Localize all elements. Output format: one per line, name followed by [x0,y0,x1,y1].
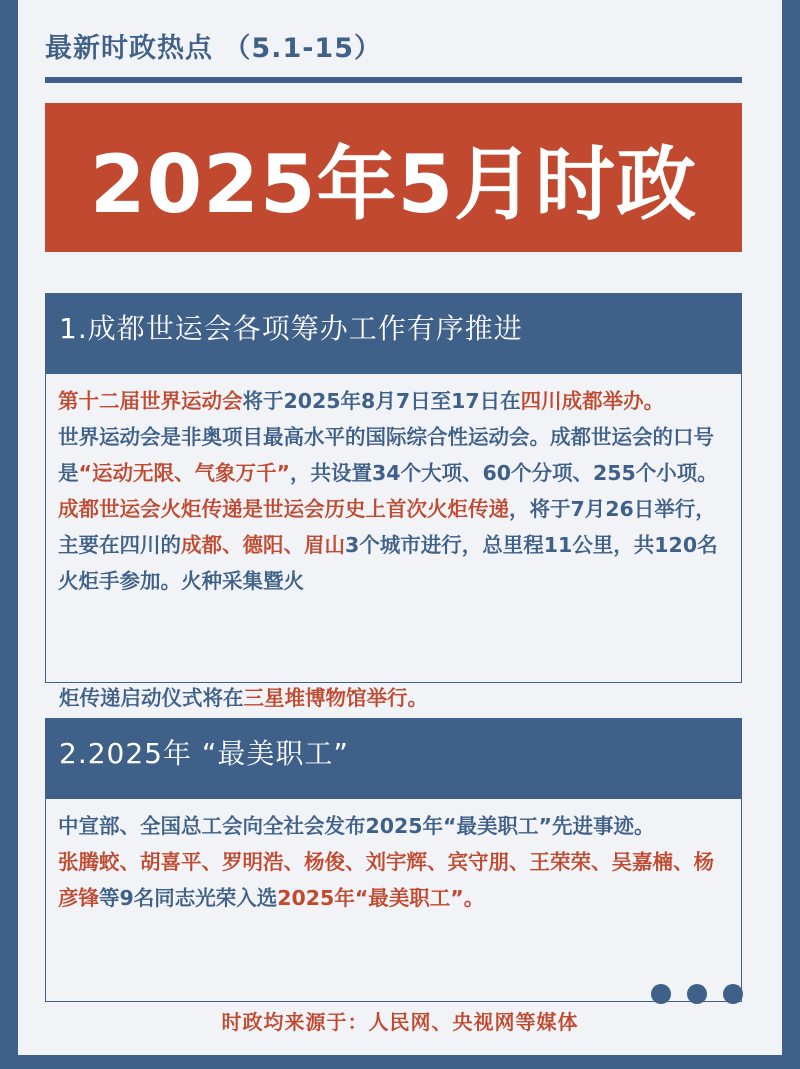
header-divider [45,77,742,83]
section-1-heading: 1.成都世运会各项筹办工作有序推进 [46,294,741,374]
section-1-paragraph-1 [58,383,729,419]
highlight: “运动无限、气象万千” [78,461,290,485]
text: 将于2025年8月7日至17日在 [242,389,521,413]
section-2-paragraph-2 [58,844,729,916]
section-1-paragraph-3 [58,491,729,599]
highlight: 成都世运会火炬传递是世运会历史上首次火炬传递 [58,497,509,521]
section-2 [45,718,742,1002]
decorative-dots [651,984,743,1004]
header-title: 最新时政热点 （5.1-15） [45,33,383,64]
highlight: 四川成都举办。 [520,389,665,413]
highlight: 三星堆博物馆举行。 [243,686,428,710]
section-1 [45,293,742,683]
section-2-paragraph-1: 中宣部、全国总工会向全社会发布2025年“最美职工”先进事迹。 [58,814,655,838]
text: 3个城市进行，总里程11公里，共120名火炬手参加。火种采集暨火 [58,533,718,593]
text: ，共设置34个大项、60个分项、255个小项。 [289,461,718,485]
text: 等9名同志光荣入选 [99,886,278,910]
section-1-paragraph-2 [58,419,729,491]
dot-icon [651,984,671,1004]
dot-icon [723,984,743,1004]
text: 世界运动会是非奥项目最高水平的国际综合性运动会。成都世运会的口号是 [58,425,714,485]
highlight: 第十二届世界运动会 [58,389,243,413]
highlight: 张腾蛟、胡喜平、罗明浩、杨俊、刘宇辉、宾守朋、王荣荣、吴嘉楠、杨彦锋 [58,850,714,910]
section-1-body [46,374,741,599]
section-1-overflow-line [59,680,428,716]
highlight: 成都、德阳、眉山 [181,533,345,557]
section-2-heading: 2.2025年 “最美职工” [46,719,741,799]
hero-banner: 2025年5月时政 [45,103,742,252]
text: 炬传递启动仪式将在 [59,686,244,710]
dot-icon [687,984,707,1004]
section-2-body [46,799,741,916]
text: ，将于7月26日举行，主要在四川的 [58,497,716,557]
highlight: 2025年“最美职工”。 [277,886,485,910]
source-footer: 时政均来源于：人民网、央视网等媒体 [221,1010,579,1034]
